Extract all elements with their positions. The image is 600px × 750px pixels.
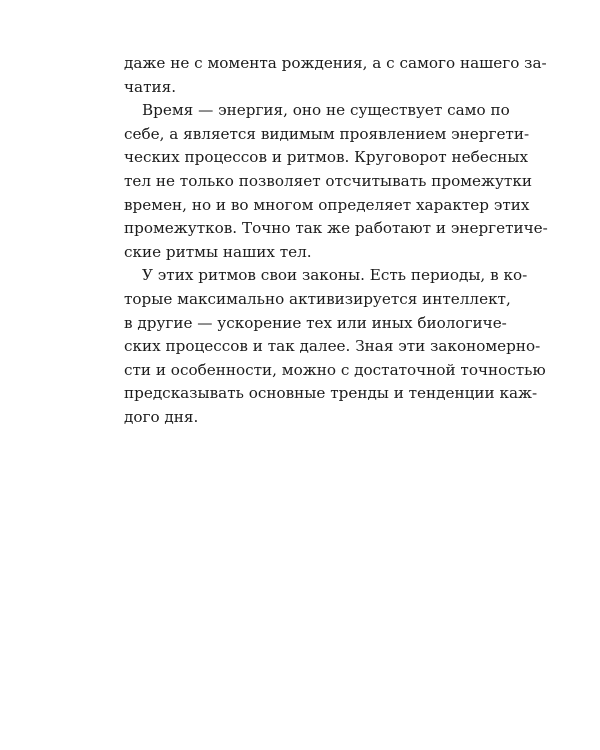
text-line: себе, а является видимым проявлением энергети- (124, 124, 530, 143)
text-line: ских процессов и так далее. Зная эти закономерно- (124, 337, 541, 356)
text-line: тел не только позволяет отсчитывать промежутки (124, 171, 532, 190)
text-line: в другие — ускорение тех или иных биологиче- (124, 313, 507, 332)
text-line: ские ритмы наших тел. (124, 242, 312, 261)
text-line: промежутков. Точно так же работают и энергетиче- (124, 219, 548, 238)
text-line: ческих процессов и ритмов. Круговорот небесных (124, 148, 529, 167)
body-text (124, 52, 548, 430)
text-line: У этих ритмов свои законы. Есть периоды, в ко- (142, 266, 528, 285)
text-line: Время — энергия, оно не существует само по (142, 101, 510, 120)
text-line: чатия. (124, 77, 177, 96)
paragraph (124, 264, 546, 429)
text-line: предсказывать основные тренды и тенденции каж- (124, 384, 538, 403)
text-line: даже не с момента рождения, а с самого нашего за- (124, 54, 547, 72)
text-line: дого дня. (124, 407, 199, 426)
text-line: торые максимально активизируется интеллект, (124, 289, 511, 308)
text-line: сти и особенности, можно с достаточной точностью (124, 360, 546, 379)
text-line: времен, но и во многом определяет характер этих (124, 195, 530, 214)
paragraph (124, 99, 548, 264)
paragraph (124, 52, 547, 99)
